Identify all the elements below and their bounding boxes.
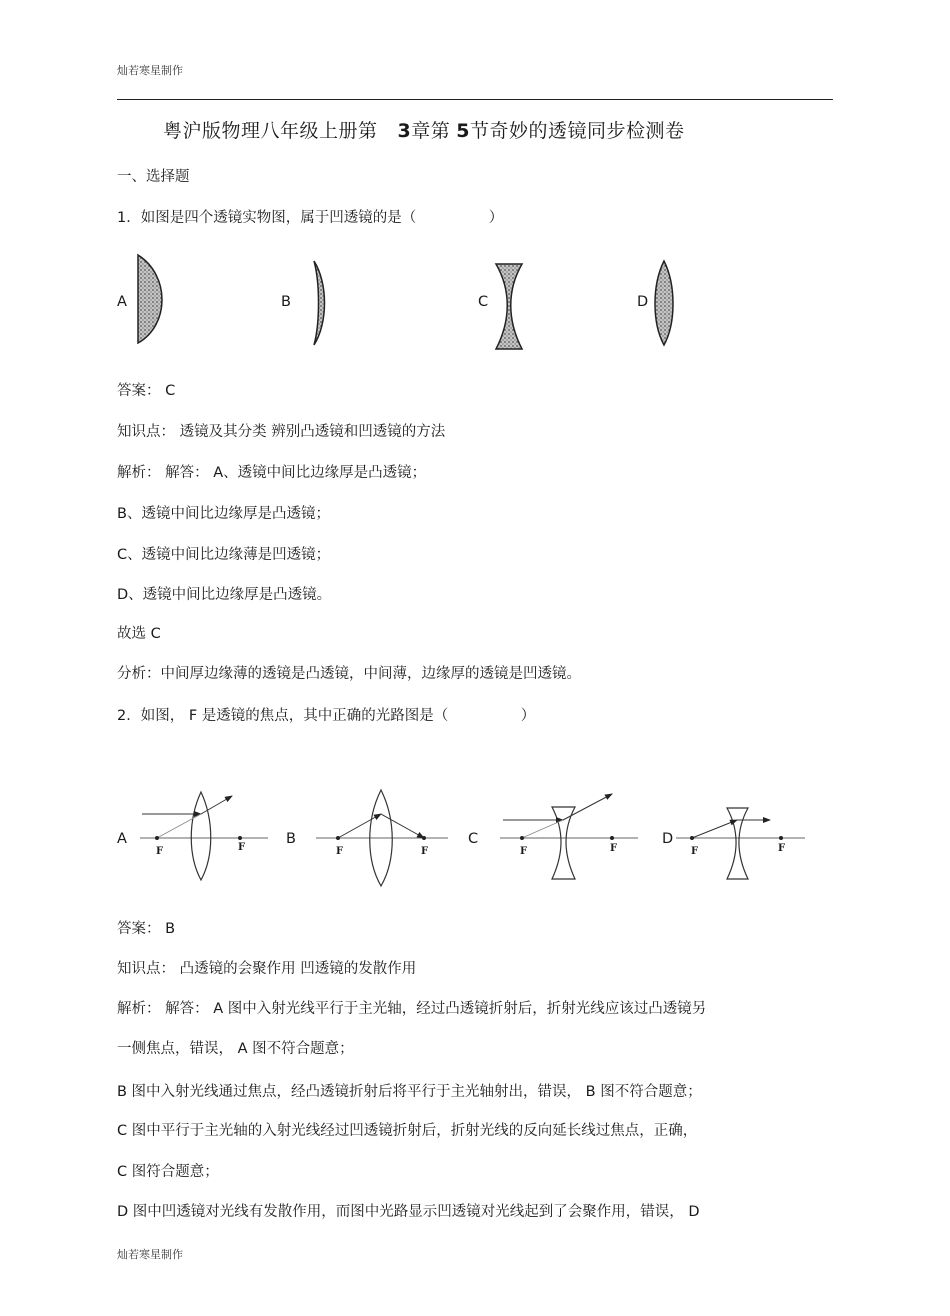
q2-option-d-label: D xyxy=(662,831,674,847)
q2-analysis-line-2: 一侧焦点，错误， A 图不符合题意； xyxy=(117,1041,354,1057)
doc-title xyxy=(163,116,685,143)
title-part1: 粤沪版物理八年级上册第 xyxy=(163,120,378,142)
q1-question: 1．如图是四个透镜实物图，属于凹透镜的是（ ） xyxy=(117,210,504,226)
title-num1: 3 xyxy=(397,120,412,142)
q1-analysis-line-1: 解析： 解答： A、透镜中间比边缘厚是凸透镜； xyxy=(117,465,427,481)
diagram-d xyxy=(676,808,805,879)
q2-analysis-line-4: C 图中平行于主光轴的入射光线经过凹透镜折射后，折射光线的反向延长线过焦点，正确， xyxy=(117,1123,698,1139)
q1-option-c-label: C xyxy=(478,294,489,310)
title-part3: 节奇妙的透镜同步检测卷 xyxy=(470,120,685,142)
q1-lens-figures xyxy=(0,245,950,365)
q2-answer: 答案： B xyxy=(117,921,176,937)
q1-summary: 分析：中间厚边缘薄的透镜是凸透镜，中间薄，边缘厚的透镜是凹透镜。 xyxy=(117,666,581,682)
q2-option-c-label: C xyxy=(468,831,479,847)
q1-option-a-label: A xyxy=(117,294,127,310)
focus-label: F xyxy=(156,846,164,857)
lens-a-plano-convex xyxy=(138,255,162,343)
lens-b-meniscus xyxy=(314,261,325,345)
q1-analysis-line-4: D、透镜中间比边缘厚是凸透镜。 xyxy=(117,587,332,603)
q2-analysis-line-3: B 图中入射光线通过焦点，经凸透镜折射后将平行于主光轴射出，错误， B 图不符合题意； xyxy=(117,1084,702,1100)
title-part2: 章第 xyxy=(411,120,451,142)
focus-label: F xyxy=(778,843,786,854)
q1-analysis-line-3: C、透镜中间比边缘薄是凹透镜； xyxy=(117,547,331,563)
lens-c-biconcave xyxy=(496,264,522,349)
lens-d-biconvex xyxy=(655,261,673,345)
focus-label: F xyxy=(610,843,618,854)
q2-analysis-line-6: D 图中凹透镜对光线有发散作用，而图中光路显示凹透镜对光线起到了会聚作用，错误， D xyxy=(117,1204,700,1220)
focus-label: F xyxy=(336,846,344,857)
q2-question: 2．如图， F 是透镜的焦点，其中正确的光路图是（ ） xyxy=(117,708,536,724)
q2-option-b-label: B xyxy=(286,831,296,847)
focus-label: F xyxy=(421,846,429,857)
header-rule xyxy=(117,99,833,100)
diagram-b xyxy=(316,790,448,886)
q1-conclusion: 故选 C xyxy=(117,626,161,642)
focus-label: F xyxy=(691,846,699,857)
title-num2: 5 xyxy=(456,120,470,142)
q2-analysis-line-1: 解析： 解答： A 图中入射光线平行于主光轴，经过凸透镜折射后，折射光线应该过凸透镜另 xyxy=(117,1001,707,1017)
focus-label: F xyxy=(520,846,528,857)
page-footer: 灿若寒星制作 xyxy=(117,1248,183,1261)
section-heading: 一、选择题 xyxy=(117,169,190,185)
q1-analysis-line-2: B、透镜中间比边缘厚是凸透镜； xyxy=(117,506,330,522)
diagram-a xyxy=(140,792,268,880)
q2-knowledge: 知识点： 凸透镜的会聚作用 凹透镜的发散作用 xyxy=(117,961,417,977)
q2-optical-diagrams xyxy=(0,780,950,900)
q1-option-d-label: D xyxy=(637,294,649,310)
q2-analysis-line-5: C 图符合题意； xyxy=(117,1164,219,1180)
focus-label: F xyxy=(238,842,246,853)
q1-knowledge: 知识点： 透镜及其分类 辨别凸透镜和凹透镜的方法 xyxy=(117,424,446,440)
q2-option-a-label: A xyxy=(117,831,127,847)
page-header: 灿若寒星制作 xyxy=(117,64,183,77)
q1-answer: 答案： C xyxy=(117,383,176,399)
q1-option-b-label: B xyxy=(281,294,291,310)
